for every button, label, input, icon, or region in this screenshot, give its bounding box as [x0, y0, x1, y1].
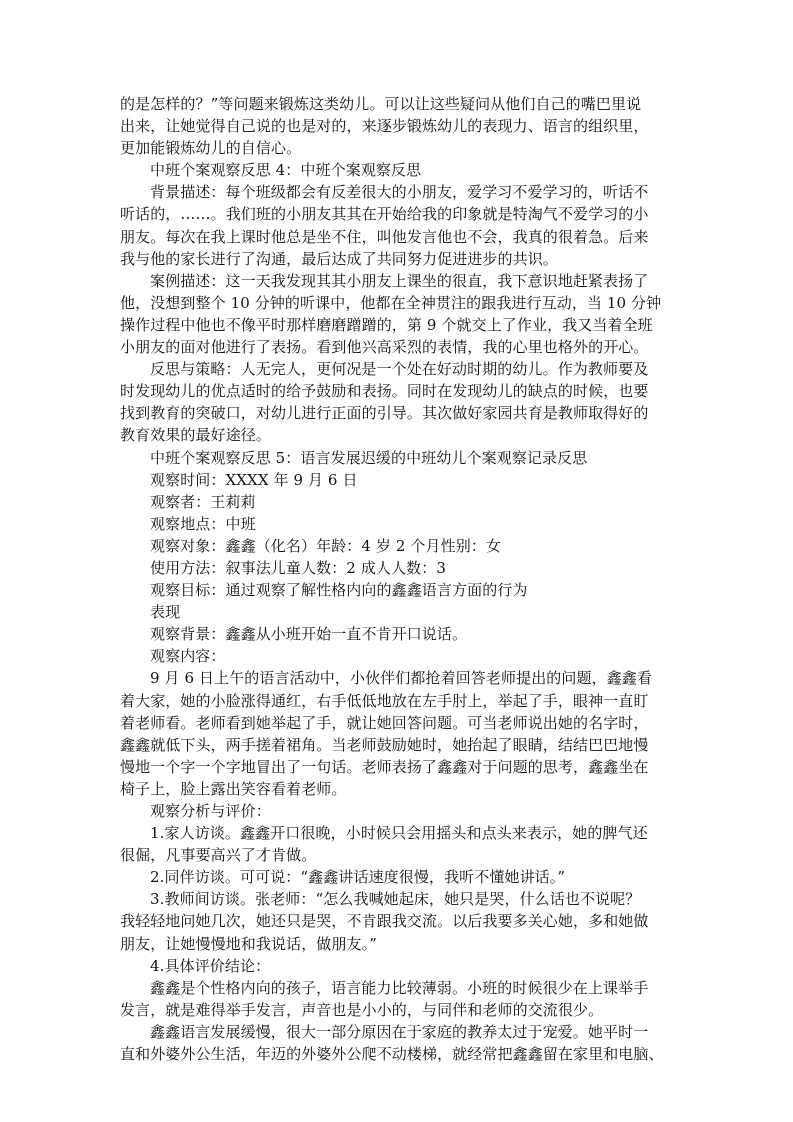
- text-line: 背景描述：每个班级都会有反差很大的小朋友，爱学习不爱学习的，听话不: [150, 183, 649, 202]
- text-line: 着大家，她的小脸涨得通红，右手低低地放在左手肘上，举起了手，眼神一直盯: [120, 691, 649, 710]
- text-line: 案例描述：这一天我发现其其小朋友上课坐的很直，我下意识地赶紧表扬了: [150, 271, 649, 290]
- text-line: 找到教育的突破口，对幼儿进行正面的引导。其次做好家园共育是教师取得好的: [120, 404, 649, 423]
- text-line: 操作过程中他也不像平时那样磨磨蹭蹭的，第 9 个就交上了作业，我又当着全班: [120, 315, 653, 334]
- document-body: [120, 93, 675, 1065]
- text-line: 他，没想到整个 10 分钟的听课中，他都在全神贯注的跟我进行互动，当 10 分钟: [120, 293, 662, 312]
- text-line: 我轻轻地问她几次，她还只是哭，不肯跟我交流。以后我要多关心她，多和她做: [120, 912, 649, 931]
- text-line: 听话的，……。我们班的小朋友其其在开始给我的印象就是特淘气不爱学习的小: [120, 205, 649, 224]
- text-line: 表现: [150, 603, 181, 622]
- text-line: 观察内容：: [150, 647, 226, 666]
- text-line: 观察时间：XXXX 年 9 月 6 日: [150, 470, 358, 489]
- text-line: 朋友，让她慢慢地和我说话，做朋友。”: [120, 934, 377, 953]
- text-line: 鑫鑫是个性格内向的孩子，语言能力比较薄弱。小班的时候很少在上课举手: [150, 978, 649, 997]
- text-line: 2.同伴访谈。可可说：“鑫鑫讲话速度很慢，我听不懂她讲话。”: [150, 868, 566, 887]
- text-line: 9 月 6 日上午的语言活动中，小伙伴们都抢着回答老师提出的问题，鑫鑫看: [150, 669, 652, 688]
- text-line: 小朋友的面对他进行了表扬。看到他兴高采烈的表情，我的心里也格外的开心。: [120, 338, 649, 357]
- text-line: 使用方法：叙事法儿童人数：2 成人人数：3: [150, 558, 446, 577]
- text-line: 更加能锻炼幼儿的自信心。: [120, 139, 302, 158]
- text-line: 1.家人访谈。鑫鑫开口很晚，小时候只会用摇头和点头来表示，她的脾气还: [150, 824, 648, 843]
- text-line: 观察分析与评价：: [150, 802, 271, 820]
- text-line: 观察背景：鑫鑫从小班开始一直不肯开口说话。: [150, 625, 468, 644]
- text-line: 着老师看。老师看到她举起了手，就让她回答问题。可当老师说出她的名字时，: [120, 713, 649, 732]
- text-line: 的是怎样的？”等问题来锻炼这类幼儿。可以让这些疑问从他们自己的嘴巴里说: [120, 95, 642, 113]
- text-line: 鑫鑫语言发展缓慢，很大一部分原因在于家庭的教养太过于宠爱。她平时一: [150, 1022, 649, 1041]
- text-line: 椅子上，脸上露出笑容看着老师。: [120, 779, 347, 798]
- text-line: 时发现幼儿的优点适时的给予鼓励和表扬。同时在发现幼儿的缺点的时候，也要: [120, 382, 649, 401]
- text-line: 中班个案观察反思 4：中班个案观察反思: [150, 161, 422, 180]
- text-line: 观察者：王莉莉: [150, 492, 256, 511]
- text-line: 朋友。每次在我上课时他总是坐不住，叫他发言他也不会，我真的很着急。后来: [120, 227, 649, 246]
- text-line: 我与他的家长进行了沟通，最后达成了共同努力促进进步的共识。: [120, 249, 558, 268]
- text-line: 中班个案观察反思 5：语言发展迟缓的中班幼儿个案观察记录反思: [150, 448, 588, 467]
- text-line: 很倔，凡事要高兴了才肯做。: [120, 846, 317, 865]
- text-line: 反思与策略：人无完人，更何况是一个处在好动时期的幼儿。作为教师要及: [150, 360, 649, 379]
- text-line: 观察对象：鑫鑫（化名）年龄：4 岁 2 个月性别：女: [150, 536, 501, 555]
- text-line: 4.具体评价结论：: [150, 956, 271, 975]
- text-line: 出来，让她觉得自己说的也是对的，来逐步锻炼幼儿的表现力、语言的组织里，: [120, 117, 649, 136]
- text-line: 观察地点：中班: [150, 514, 256, 533]
- text-line: 发言，就是难得举手发言，声音也是小小的，与同伴和老师的交流很少。: [120, 1000, 604, 1019]
- text-line: 教育效果的最好途径。: [120, 426, 272, 445]
- text-line: 3.教师间访谈。张老师：“怎么我喊她起床，她只是哭，什么话也不说呢？: [150, 890, 641, 909]
- text-line: 慢地一个字一个字地冒出了一句话。老师表扬了鑫鑫对于问题的思考，鑫鑫坐在: [120, 757, 649, 776]
- text-line: 鑫鑫就低下头，两手搓着裙角。当老师鼓励她时，她抬起了眼睛，结结巴巴地慢: [120, 735, 649, 754]
- text-line: 直和外婆外公生活，年迈的外婆外公爬不动楼梯，就经常把鑫鑫留在家里和电脑、: [120, 1045, 664, 1064]
- text-line: 观察目标：通过观察了解性格内向的鑫鑫语言方面的行为: [150, 581, 528, 600]
